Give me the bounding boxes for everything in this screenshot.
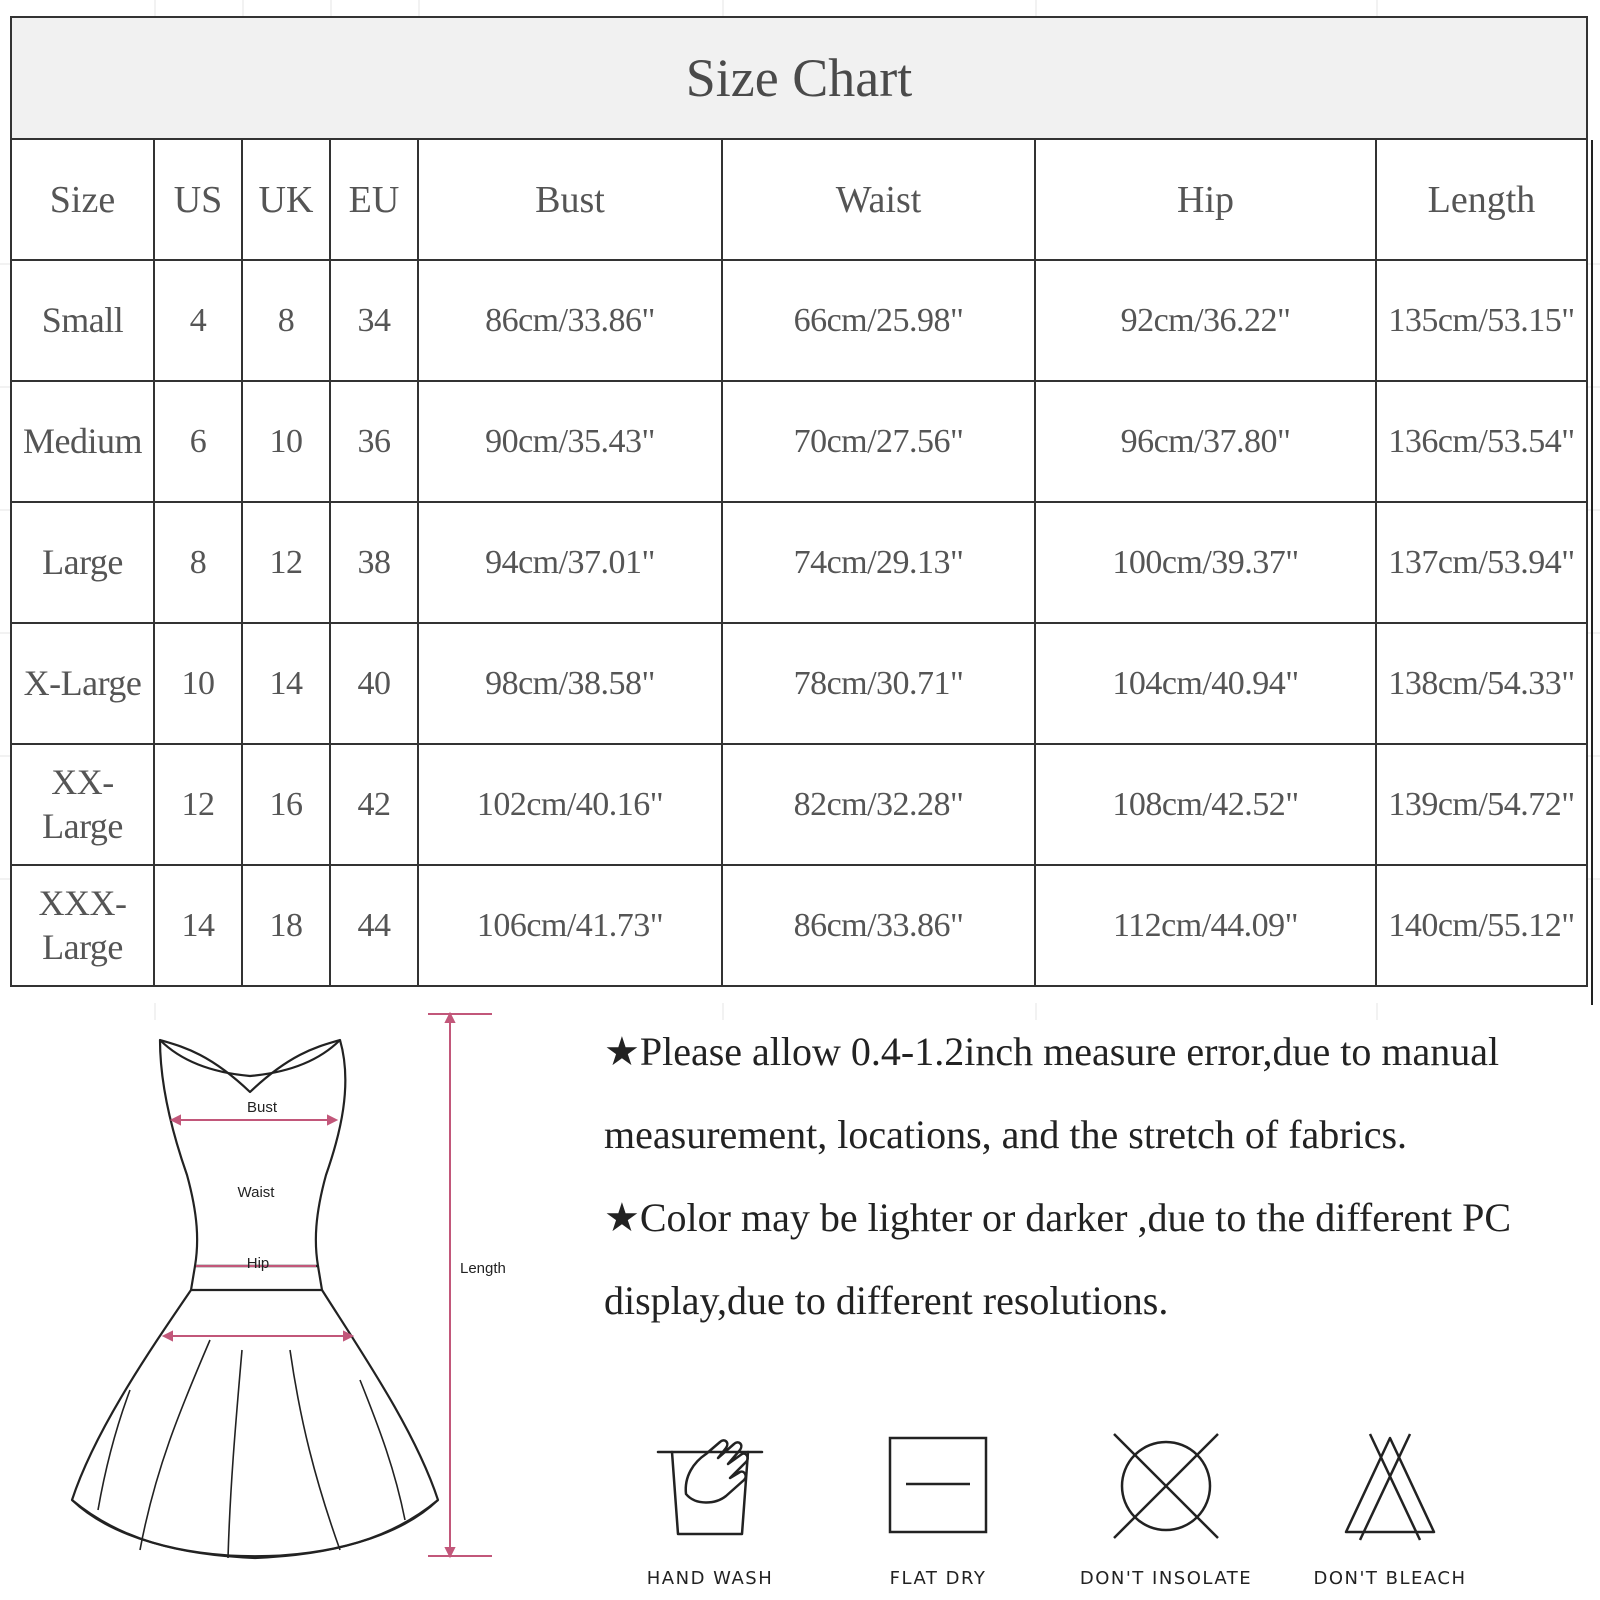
table-cell: 70cm/27.56" <box>722 381 1035 502</box>
table-cell: 98cm/38.58" <box>418 623 722 744</box>
table-cell: 44 <box>330 865 418 986</box>
table-cell: 135cm/53.15" <box>1376 260 1587 381</box>
column-header: UK <box>242 139 330 260</box>
care-item-dont-bleach <box>1290 1432 1490 1589</box>
table-cell: 139cm/54.72" <box>1376 744 1587 865</box>
arrow-head <box>446 1548 454 1556</box>
size-chart-table <box>10 16 1588 987</box>
table-cell: 10 <box>242 381 330 502</box>
table-cell: 78cm/30.71" <box>722 623 1035 744</box>
care-item-flat-dry <box>838 1432 1038 1589</box>
table-cell: 66cm/25.98" <box>722 260 1035 381</box>
table-cell: 92cm/36.22" <box>1035 260 1376 381</box>
dress-skirt-outline <box>72 1290 438 1556</box>
table-row <box>11 623 1587 744</box>
table-row <box>11 260 1587 381</box>
table-cell: 18 <box>242 865 330 986</box>
dont-bleach-icon <box>1330 1432 1450 1542</box>
table-cell: XXX-Large <box>11 865 154 986</box>
notes-section <box>604 1010 1584 1342</box>
table-cell: 86cm/33.86" <box>722 865 1035 986</box>
table-cell: 10 <box>154 623 242 744</box>
skirt-fold-line <box>360 1380 405 1520</box>
measure-error-note: ★Please allow 0.4-1.2inch measure error,due to manual measurement, locations, and the stretch of fabrics. <box>604 1029 1500 1157</box>
table-cell: 137cm/53.94" <box>1376 502 1587 623</box>
size-chart-title: Size Chart <box>11 17 1587 139</box>
hip-label: Hip <box>246 1255 270 1272</box>
color-difference-note: ★Color may be lighter or darker ,due to the different PC display,due to different resolutions. <box>604 1195 1512 1323</box>
table-cell: 16 <box>242 744 330 865</box>
table-cell: 86cm/33.86" <box>418 260 722 381</box>
table-cell: 102cm/40.16" <box>418 744 722 865</box>
table-cell: 74cm/29.13" <box>722 502 1035 623</box>
table-cell: 112cm/44.09" <box>1035 865 1376 986</box>
table-cell: 96cm/37.80" <box>1035 381 1376 502</box>
table-cell: X-Large <box>11 623 154 744</box>
skirt-fold-line <box>290 1350 340 1550</box>
table-cell: 106cm/41.73" <box>418 865 722 986</box>
length-label: Length <box>460 1260 506 1277</box>
dress-neckline <box>160 1040 340 1092</box>
table-cell: XX-Large <box>11 744 154 865</box>
table-cell: 138cm/54.33" <box>1376 623 1587 744</box>
table-cell: 12 <box>242 502 330 623</box>
hand-wash-icon <box>650 1432 770 1542</box>
dont-bleach-label: DON'T BLEACH <box>1313 1568 1467 1589</box>
table-cell: 90cm/35.43" <box>418 381 722 502</box>
column-header: Size <box>11 139 154 260</box>
care-item-hand-wash <box>610 1432 810 1589</box>
table-cell: 8 <box>154 502 242 623</box>
table-row <box>11 381 1587 502</box>
column-header: EU <box>330 139 418 260</box>
arrow-head <box>328 1116 336 1124</box>
table-cell: 40 <box>330 623 418 744</box>
table-cell: Medium <box>11 381 154 502</box>
table-cell: 100cm/39.37" <box>1035 502 1376 623</box>
table-cell: 14 <box>154 865 242 986</box>
flat-dry-icon <box>878 1432 998 1542</box>
table-cell: 140cm/55.12" <box>1376 865 1587 986</box>
column-header: US <box>154 139 242 260</box>
flat-dry-label: FLAT DRY <box>889 1568 987 1589</box>
table-cell: 12 <box>154 744 242 865</box>
table-row <box>11 865 1587 986</box>
table-cell: 34 <box>330 260 418 381</box>
table-row <box>11 744 1587 865</box>
table-cell: 14 <box>242 623 330 744</box>
skirt-fold-line <box>228 1350 242 1558</box>
column-header: Length <box>1376 139 1587 260</box>
table-cell: 108cm/42.52" <box>1035 744 1376 865</box>
table-cell: 136cm/53.54" <box>1376 381 1587 502</box>
waist-label: Waist <box>237 1184 275 1201</box>
table-cell: 104cm/40.94" <box>1035 623 1376 744</box>
table-cell: 82cm/32.28" <box>722 744 1035 865</box>
dress-bodice-outline <box>160 1040 345 1266</box>
arrow-head <box>164 1332 172 1340</box>
table-cell: 94cm/37.01" <box>418 502 722 623</box>
arrow-head <box>446 1014 454 1022</box>
care-item-dont-insolate <box>1066 1432 1266 1589</box>
arrow-head <box>172 1116 180 1124</box>
table-row <box>11 502 1587 623</box>
column-header: Bust <box>418 139 722 260</box>
table-cell: 6 <box>154 381 242 502</box>
bust-label: Bust <box>246 1099 278 1116</box>
table-cell: 36 <box>330 381 418 502</box>
dress-measurement-diagram <box>60 1010 520 1590</box>
hand-wash-label: HAND WASH <box>646 1568 774 1589</box>
table-cell: 38 <box>330 502 418 623</box>
column-header: Waist <box>722 139 1035 260</box>
table-cell: 42 <box>330 744 418 865</box>
dont-insolate-label: DON'T INSOLATE <box>1079 1568 1253 1589</box>
column-header: Hip <box>1035 139 1376 260</box>
header-row <box>11 139 1587 260</box>
skirt-fold-line <box>140 1340 210 1550</box>
table-cell: 8 <box>242 260 330 381</box>
dress-hem <box>72 1500 438 1558</box>
table-cell: 4 <box>154 260 242 381</box>
table-cell: Large <box>11 502 154 623</box>
dont-insolate-icon <box>1106 1432 1226 1542</box>
table-cell: Small <box>11 260 154 381</box>
